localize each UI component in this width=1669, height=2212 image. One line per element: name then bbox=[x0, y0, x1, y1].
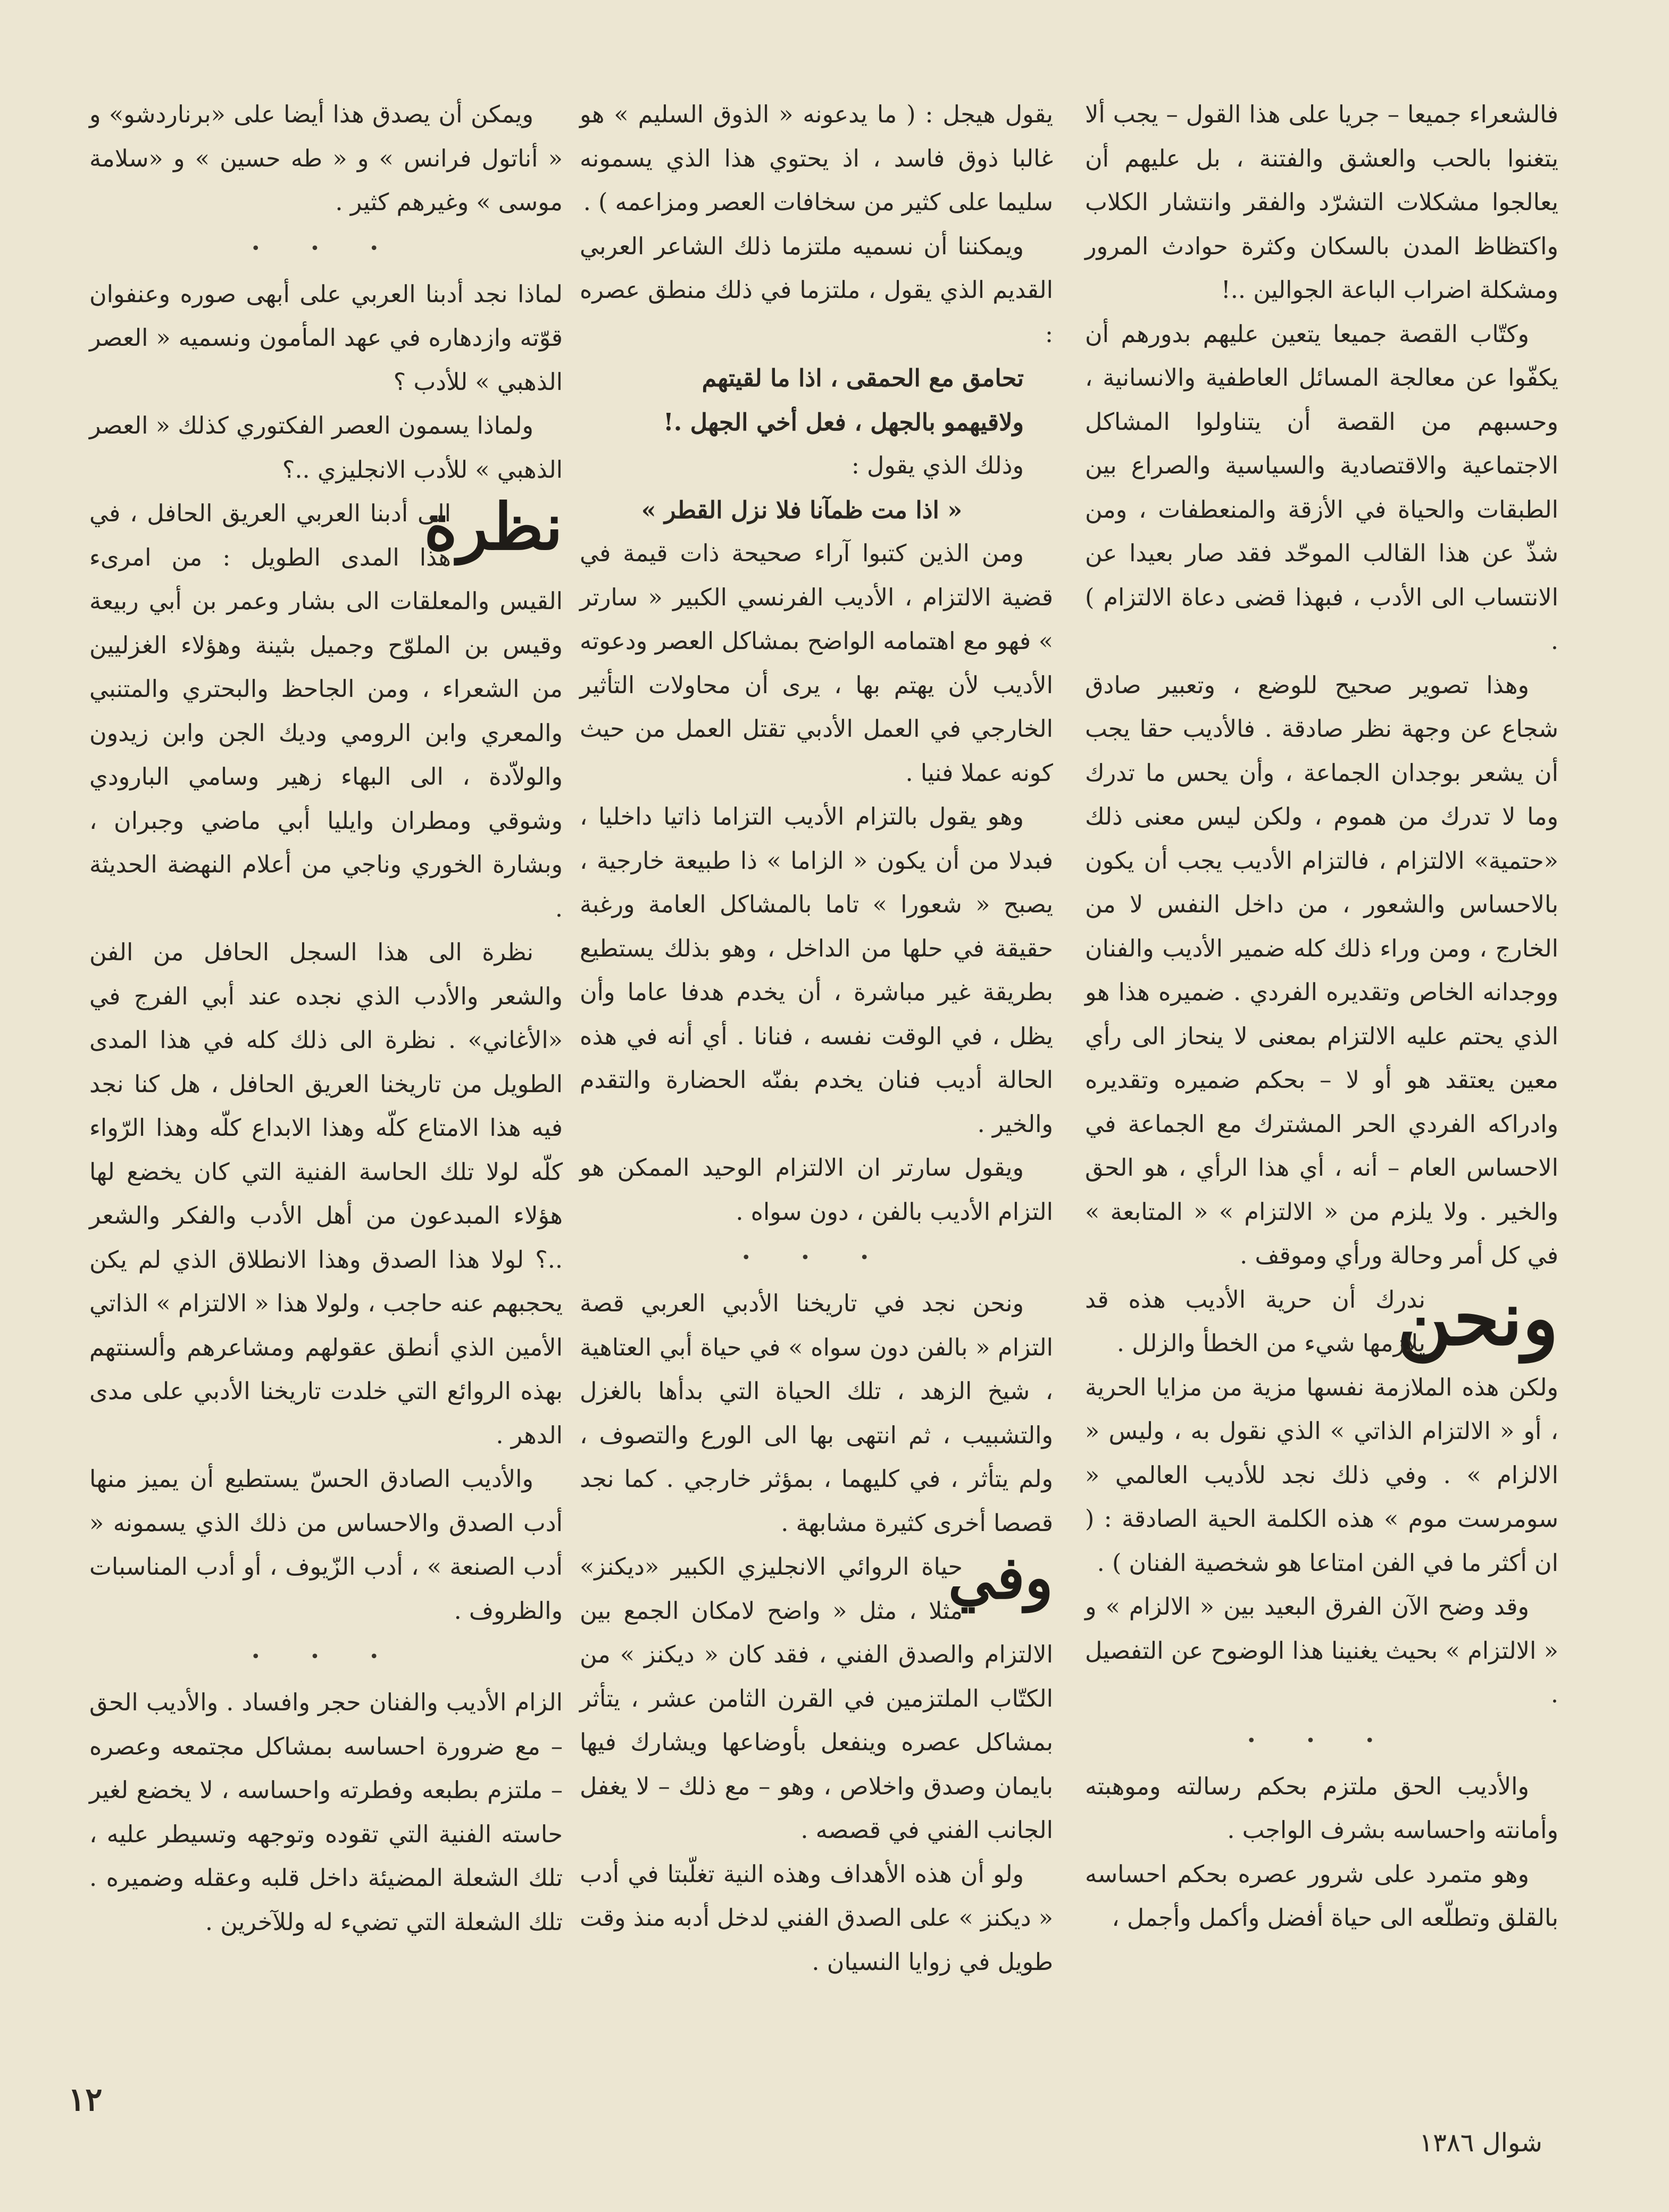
paragraph: فالشعراء جميعا – جريا على هذا القول – يجب ألا يتغنوا بالحب والعشق والفتنة ، بل عليهم أن يعالجوا مشكلات التشرّد والفقر وانتشار الكلاب واكتظاظ المدن بالسكان وكثرة حوادث المرور ومشكلة اضراب الباعة الجوالين ..! bbox=[1085, 101, 1558, 304]
paragraph: وهذا تصوير صحيح للوضع ، وتعبير صادق شجاع عن وجهة نظر صادقة . فالأديب حقا يجب أن يشعر بوجدان الجماعة ، وأن يحس ما تدرك وما لا تدرك من هموم ، ولكن ليس معنى ذلك «حتمية» الالتزام ، فالتزام الأديب يجب أن يكون بالاحساس والشعور ، من داخل النفس لا من الخارج ، ومن وراء ذلك كله ضمير الأديب والفنان ووجدانه الخاص وتقديره الفردي . ضميره هذا هو الذي يحتم عليه الالتزام بمعنى لا ينحاز الى رأي معين يعتقد هو أو لا – بحكم ضميره وتقديره وادراكه الفردي الحر المشترك مع الجماعة في الاحساس العام – أنه ، أي هذا الرأي ، هو الحق والخير . ولا يلزم من « الالتزام » « المتابعة » في كل أمر وحالة ورأي وموقف . bbox=[1085, 671, 1558, 1269]
decorative-heading-nazra: نظرة bbox=[424, 489, 563, 564]
verse-line: ولاقيهمو بالجهل ، فعل أخي الجهل .! bbox=[663, 408, 1024, 436]
paragraph: ومن الذين كتبوا آراء صحيحة ذات قيمة في قضية الالتزام ، الأديب الفرنسي الكبير « سارتر » فهو مع اهتمامه الواضح بمشاكل العصر ودعوته الأديب لأن يهتم بها ، يرى أن محاولات التأثير الخارجي في العمل الأدبي تقتل العمل من حيث كونه عملا فنيا . bbox=[580, 540, 1053, 787]
paragraph: يقول هيجل : ( ما يدعونه « الذوق السليم » هو غالبا ذوق فاسد ، اذ يحتوي هذا الذي يسمونه سليما على كثير من سخافات العصر ومزاعمه ) . bbox=[580, 101, 1053, 216]
column-middle bbox=[580, 93, 1053, 1984]
paragraph: ويمكن أن يصدق هذا أيضا على «برناردشو» و « أناتول فرانس » و « طه حسين » و «سلامة موسى » وغيرهم كثير . bbox=[89, 101, 563, 216]
paragraph: ولو أن هذه الأهداف وهذه النية تغلّبتا في أدب « ديكنز » على الصدق الفني لدخل أدبه منذ وقت طويل في زوايا النسيان . bbox=[580, 1860, 1053, 1976]
paragraph: نظرة الى هذا السجل الحافل من الفن والشعر والأدب الذي نجده عند أبي الفرج في «الأغاني» . نظرة الى ذلك كله في هذا المدى الطويل من تاريخنا العريق الحافل ، هل كنا نجد فيه هذا الامتاع كلّه وهذا الابداع كلّه وهذا الرّواء كلّه لولا تلك الحاسة الفنية التي كان يخضع لها هؤلاء المبدعون من أهل الأدب والفكر والشعر ..؟ لولا هذا الصدق وهذا الانطلاق الذي لم يكن يحجبهم عنه حاجب ، ولولا هذا « الالتزام » الذاتي الأمين الذي أنطق عقولهم ومشاعرهم وألسنتهم بهذه الروائع التي خلدت تاريخنا الأدبي على مدى الدهر . bbox=[89, 939, 563, 1449]
paragraph bbox=[89, 489, 563, 931]
paragraph: والأديب الحق ملتزم بحكم رسالته وموهبته وأمانته واحساسه بشرف الواجب . bbox=[1085, 1773, 1558, 1844]
verse-line: « اذا مت ظمآنا فلا نزل القطر » bbox=[641, 496, 963, 524]
paragraph: ولكن هذه الملازمة نفسها مزية من مزايا الحرية ، أو « الالتزام الذاتي » الذي نقول به ، وليس « الالزام » . وفي ذلك نجد للأديب العالمي « سومرست موم » هذه الكلمة الحية الصادقة : ( ان أكثر ما في الفن امتاعا هو شخصية الفنان ) . bbox=[1085, 1374, 1558, 1577]
paragraph: وهو يقول بالتزام الأديب التزاما ذاتيا داخليا ، فبدلا من أن يكون « الزاما » ذا طبيعة خارجية ، يصبح « شعورا » تاما بالمشاكل العامة ورغبة حقيقة في حلها من الداخل ، وهو بذلك يستطيع بطريقة غير مباشرة ، أن يخدم هدفا عاما وأن يظل ، في الوقت نفسه ، فنانا . أي أنه في هذه الحالة أديب فنان يخدم بفنّه الحضارة والتقدم والخير . bbox=[580, 803, 1053, 1138]
paragraph: ونحن نجد في تاريخنا الأدبي العربي قصة التزام « بالفن دون سواه » في حياة أبي العتاهية ، شيخ الزهد ، تلك الحياة التي بدأها بالغزل والتشبيب ، ثم انتهى بها الى الورع والتصوف ، ولم يتأثر ، في كليهما ، بمؤثر خارجي . كما نجد قصصا أخرى كثيرة مشابهة . bbox=[580, 1290, 1053, 1537]
paragraph: لماذا نجد أدبنا العربي على أبهى صوره وعنفوان قوّته وازدهاره في عهد المأمون ونسميه « العصر الذهبي » للأدب ؟ bbox=[89, 280, 563, 396]
column-right bbox=[1085, 93, 1558, 1941]
paragraph bbox=[580, 1545, 1053, 1853]
section-separator: • • • bbox=[741, 1249, 892, 1267]
page-number: ١٢ bbox=[68, 2081, 103, 2118]
paragraph: وذلك الذي يقول : bbox=[851, 452, 1024, 479]
paragraph: وكتّاب القصة جميعا يتعين عليهم بدورهم أن يكفّوا عن معالجة المسائل العاطفية والانسانية ، وحسبهم من القصة أن يتناولوا المشاكل الاجتماعية والاقتصادية والسياسية والصراع بين الطبقات والحياة في الأزقة والمنعطفات ، ومن شذّ عن هذا القالب الموحّد فقد صار بعيدا عن الانتساب الى الأدب ، فبهذا قضى دعاة الالتزام ) . bbox=[1085, 320, 1558, 655]
paragraph: الزام الأديب والفنان حجر وافساد . والأديب الحق – مع ضرورة احساسه بمشاكل مجتمعه وعصره – ملتزم بطبعه وفطرته واحساسه ، لا يخضع لغير حاسته الفنية التي تقوده وتوجهه وتسيطر عليه ، تلك الشعلة المضيئة داخل قلبه وعقله وضميره . تلك الشعلة التي تضيء له وللآخرين . bbox=[89, 1689, 563, 1936]
paragraph: ويمكننا أن نسميه ملتزما ذلك الشاعر العربي القديم الذي يقول ، ملتزما في ذلك منطق عصره : bbox=[580, 232, 1053, 348]
decorative-heading-nahnu: ونحن bbox=[1397, 1275, 1558, 1362]
column-left bbox=[89, 93, 563, 1944]
paragraph-text: الى أدبنا العربي العريق الحافل ، في هذا المدى الطويل : من امرىء القيس والمعلقات الى بشار وعمر بن أبي ربيعة وقيس بن الملوّح وجميل بثينة وهؤلاء الغزليين من الشعراء ، ومن الجاحظ والبحتري والمتنبي والمعري وابن الرومي وديك الجن وابن زيدون والولاّدة ، الى البهاء زهير وسامي البارودي وشوقي ومطران وايليا أبي ماضي وجبران ، وبشارة الخوري وناجي من أعلام النهضة الحديثة . bbox=[89, 500, 563, 922]
paragraph: ولماذا يسمون العصر الفكتوري كذلك « العصر الذهبي » للأدب الانجليزي ..؟ bbox=[89, 412, 563, 484]
issue-date: شوال ١٣٨٦ bbox=[1419, 2128, 1542, 2158]
decorative-heading-wafi: وفي bbox=[948, 1543, 1053, 1612]
paragraph-text: حياة الروائي الانجليزي الكبير «ديكنز» مثلا ، مثل « واضح لامكان الجمع بين الالتزام والصدق الفني ، فقد كان « ديكنز » من الكتّاب الملتزمين في القرن الثامن عشر ، يتأثر بمشاكل عصره وينفعل بأوضاعها ويشارك فيها بايمان وصدق واخلاص ، وهو – مع ذلك – لا يغفل الجانب الفني في قصصه . bbox=[580, 1553, 1053, 1844]
verse-line: تحامق مع الحمقى ، اذا ما لقيتهم bbox=[702, 364, 1024, 392]
section-separator: • • • bbox=[251, 239, 402, 258]
paragraph: والأديب الصادق الحسّ يستطيع أن يميز منها أدب الصدق والاحساس من ذلك الذي يسمونه « أدب الصنعة » ، أدب الزّيوف ، أو أدب المناسبات والظروف . bbox=[89, 1466, 563, 1625]
paragraph: ويقول سارتر ان الالتزام الوحيد الممكن هو التزام الأديب بالفن ، دون سواه . bbox=[580, 1154, 1053, 1226]
paragraph: وقد وضح الآن الفرق البعيد بين « الالزام » و « الالتزام » بحيث يغنينا هذا الوضوح عن التفصيل . bbox=[1085, 1593, 1558, 1708]
paragraph bbox=[1085, 1275, 1558, 1366]
section-separator: • • • bbox=[1246, 1731, 1397, 1750]
paragraph-text: ندرك أن حرية الأديب هذه قد يلازمها شيء من الخطأ والزلل . bbox=[1085, 1286, 1425, 1357]
paragraph: وهو متمرد على شرور عصره بحكم احساسه بالقلق وتطلّعه الى حياة أفضل وأكمل وأجمل ، bbox=[1085, 1860, 1558, 1932]
section-separator: • • • bbox=[251, 1648, 402, 1666]
